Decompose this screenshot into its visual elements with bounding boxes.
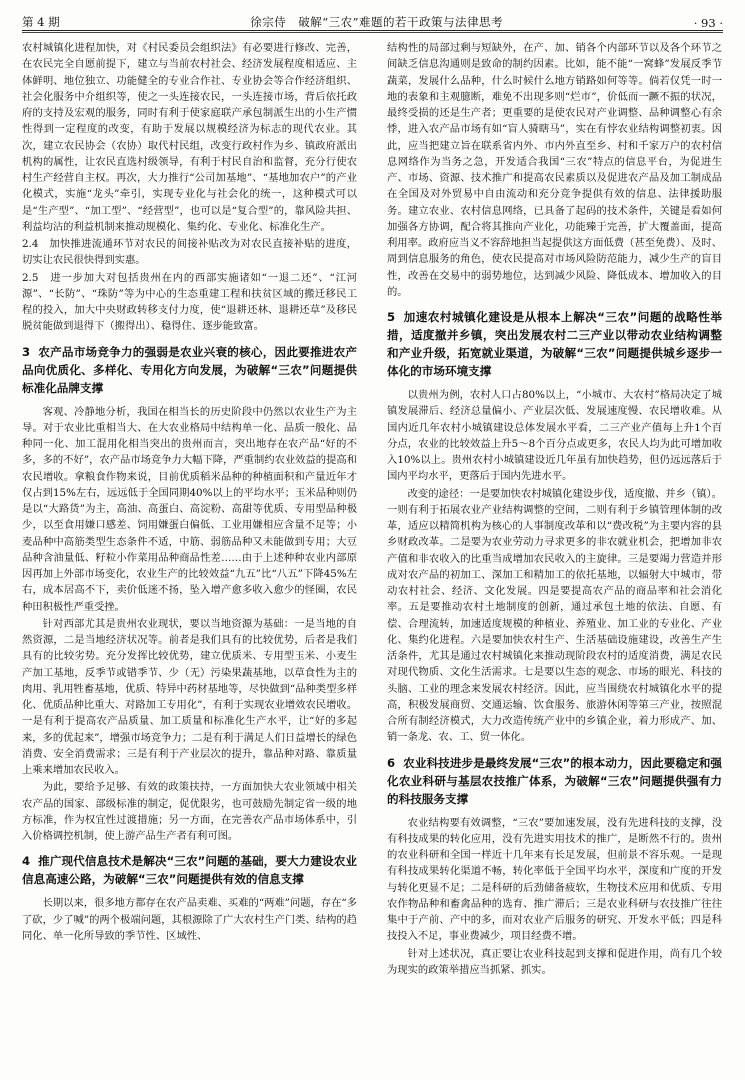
right-column bbox=[387, 40, 722, 979]
paragraph: 客观、冷静地分析，我国在相当长的历史阶段中仍然以农业生产为主导。对于农业比重相当大、在大农业格局中结构单一化、品质一般化、品种同一化、加工混用化相当突出的贵州而言，突出地存在农产品“好的不多，多的不好”，农产品市场竞争力大幅下降，严重制约农业效益的提高和农民增收。拿粮食作物来说，目前优质稻米品种的种植面积和产量近年才仅占到15%左右，远远低于全国同期40%以上的平均水平；玉米品种则仍是以“大路货”为主，高油、高蛋白、高淀粉、高甜等优质、专用型品种极少，以至食用嫌口感差、饲用嫌蛋白偏低、工业用嫌相应含量不足等；小麦品种中高筋类型生态条件不适，中筋、弱筋品种又未能做到专用；大豆品种含油量低、籽粒小作菜用品种商品性差……由于上述种种农业内部原因再加上外部市场变化，农业生产的比较效益“九五”比“八五”下降45%左右，成本居高不下，卖价低迷不扬，坠入增产愈多收入愈少的怪圈，农民种田积极性严重受挫。 bbox=[22, 405, 357, 613]
paragraph: 2.5 进一步加大对包括贵州在内的西部实施诸如“一退二还”、“江河源”、“长防”、“珠防”等为中心的生态重建工程和扶贫区域的搬迁移民工程的投入，加大中央财政转移支付力度，使“退耕还林、退耕还草”及移民脱贫能做到退得下（搬得出）、稳得住、逐步能致富。 bbox=[22, 271, 357, 333]
section-number: 5 bbox=[387, 310, 396, 324]
paragraph: 以贵州为例，农村人口占80%以上，“小城市、大农村”格局决定了城镇发展滞后、经济总量偏小、产业层次低、发展速度慢、农民增收难。从国内近几年农村小城镇建设总体发展水平看，二三产业产值每上升1个百分点，农业的比较效益上升5～8个百分点或更多，农民人均为此可增加收入10%以上。贵州农村小城镇建设近几年虽有加快趋势，但仍远远落后于国内平均水平，更落后于国内先进水平。 bbox=[387, 389, 722, 483]
section-heading-4 bbox=[22, 852, 357, 888]
paragraph: 结构性的局部过剩与短缺外，在产、加、销各个内部环节以及各个环节之间缺乏信息沟通则是致命的制约因素。比如，能不能“一窝蜂”发展反季节蔬菜，发展什么品种，什么时候什么地方销路如何等等。倘若仅凭一时一地的表象和主观臆断，难免不出现多则“烂市”，价低而一蹶不振的状况，最终受损的还是生产者；更重要的是使农民对产业调整、品种调整心有余悸，进入农产品市场有如“盲人骑瞎马”，实在有悖农业结构调整初衷。因此，应当把建立旨在联系省内外、市内外直至乡、村和千家万户的农村信息网络作为当务之急，开发适合我国“三农”特点的信息平台，为促进生产、市场、资源、技术推广和提高农民素质以及促进农产品及加工制成品在全国及对外贸易中自由流动和充分竞争提供有效的信息、法律援助服务。建立农业、农村信息网络，已具备了起码的技术条件，关键是看如何加强各方协调，配合将其推向产业化，功能臻于完善，扩大覆盖面，提高利用率。政府应当义不容辞地担当起提供这方面低费（甚至免费）、及时、周到信息服务的角色，使农民提高对市场风险防范能力，减少生产的盲目性，改善在交易中的弱势地位，达到减少风险、降低成本、增加收入的目的。 bbox=[387, 42, 722, 298]
section-title: 农产品市场竞争力的强弱是农业兴衰的核心，因此要推进农产品向优质化、多样化、专用化方向发展，为破解“三农”问题提供标准化品牌支撑 bbox=[22, 344, 357, 395]
paragraph: 为此，要给予足够、有效的政策扶持，一方面加快大农业领域中相关农产品的国家、部级标准的制定，促优限劣，也可鼓励先制定省一级的地方标准，作为权宜性过渡措施；另一方面，在完善农产品市场体系中，引入价格调控机制，使上游产品生产者有利可图。 bbox=[22, 781, 357, 842]
section-title: 加速农村城镇化建设是从根本上解决“三农”问题的战略性举措，适度撤并乡镇，突出发展农村二三产业以带动农业结构调整和产业升级，拓宽就业渠道，为破解“三农”问题提供城乡逐步一体化的市场环境支撑 bbox=[387, 310, 722, 378]
section-title: 农业科技进步是最终发展“三农”的根本动力，因此要稳定和强化农业科研与基层农技推广体系，为破解“三农”问题提供强有力的科技服务支撑 bbox=[387, 755, 722, 806]
paragraph: 针对西部尤其是贵州农业现状，要以当地资源为基础：一是当地的自然资源，二是当地经济状况等。前者是我们具有的比较优势，后者是我们具有的比较劣势。充分发挥比较优势，建立优质米、专用型玉米、小麦生产加工基地，反季节或错季节、少（无）污染果蔬基地，以草食性为主的肉用、乳用牲畜基地，优质、特异中药材基地等，尽快做到“品种类型多样化、优质品种比重大、对路加工专用化”，有利于实现农业增效农民增收。一是有利于提高农产品质量、加工质量和标准化生产水平，让“好的多起来，多的优起来”，增强市场竞争力；二是有利于满足人们日益增长的绿色消费、安全消费需求；三是有利于产业层次的提升，靠品种对路、靠质量上乘来增加农民收入。 bbox=[22, 617, 357, 776]
section-heading-3 bbox=[22, 343, 357, 397]
left-column bbox=[22, 40, 357, 945]
paragraph: 针对上述状况，真正要让农业科技起到支撑和促进作用，尚有几个较为现实的政策举措应当抓紧、抓实。 bbox=[387, 947, 722, 976]
header-rule bbox=[22, 30, 723, 31]
paragraph: 长期以来，很多地方都存在农产品卖难、买难的“两难”问题，存在“多了砍，少了喊”的两个极端问题，其根源除了广大农村生产门类、结构的趋同化、单一化所导致的季节性、区域性、 bbox=[22, 897, 357, 942]
section-number: 3 bbox=[22, 344, 31, 359]
section-number: 4 bbox=[22, 854, 31, 869]
section-number: 6 bbox=[387, 755, 396, 770]
paragraph: 改变的途径：一是要加快农村城镇化建设步伐，适度撤、并乡（镇）。一则有利于拓展农业产业结构调整的空间，二则有利于乡镇管理体制的改革，适应以精简机构为核心的人事制度改革和以“费改税”为主要内容的县乡财政改革。二是要为农业劳动力寻求更多的非农就业机会，把增加非农产值和非农收入的比重当成增加农民收入的主旋律。三是要竭力营造并形成对农产品的初加工、深加工和精加工的依托基地，以辐射大中城市，带动农村社会、经济、文化发展。四是要提高农产品的商品率和社会消化率。五是要推动农村土地制度的创新，通过承包土地的依法、自愿、有偿、合理流转，加速适度规模的种植业、养殖业、加工业的专业化、产业化、集约化进程。六是要加快农村生产、生活基础设施建设，改善生产生活条件，尤其是通过农村城镇化来推动现阶段农村的适度消费，满足农民对现代物质、文化生活需求。七是要以生态的观念、市场的眼光、科技的头脑、工业的理念来发展农村经济。因此，应当围绕农村城镇化水平的提高，积极发展商贸、交通运输、饮食服务、旅游休闲等第三产业，按照混合所有制经济模式，大力改造传统产业中的乡镇企业，着力形成产、加、销一条龙、农、工、贸一体化。 bbox=[387, 487, 722, 744]
section-title: 推广现代信息技术是解决“三农”问题的基础，要大力建设农业信息高速公路，为破解“三农”问题提供有效的信息支撑 bbox=[22, 854, 357, 887]
paragraph: 农村城镇化进程加快，对《村民委员会组织法》有必要进行修改、完善，在农民完全自愿前提下，建立与当前农村社会、经济发展程度相适应、主体鲜明、地位独立、功能健全的专业合作社、专业协会等合作经济组织、社会化服务中介组织等，使之一头连接农民，一头连接市场，背后依托政府的支持及宏观的服务，同时有利于使家庭联产承包制派生出的小生产惯性得到一定程度的改变，有助于发展以规模经济为标志的现代农业。其次，建立农民协会（农协）取代村民组，改变行政村作为乡、镇政府派出机构的属性，让农民直选村级领导，有利于村民自治和监督，充分行使农村生产经营自主权。再次，大力推行“公司加基地”、“基地加农户”的产业化模式，实施“龙头”牵引，实现专业化与社会化的统一，这种模式可以是“生产型”、“加工型”、“经营型”，也可以是“复合型”的，靠风险共担、利益均沾的利益机制来推动规模化、集约化、专业化、标准化生产。 bbox=[22, 42, 357, 233]
header-rule-thin bbox=[22, 32, 723, 33]
journal-issue: 第 4 期 bbox=[22, 15, 60, 29]
section-heading-6 bbox=[387, 754, 722, 808]
page-header bbox=[22, 8, 723, 30]
paragraph: 2.4 加快推进流通环节对农民的间接补贴改为对农民直接补贴的进度，切实让农民很快得到实惠。 bbox=[22, 238, 357, 267]
page-number: · 93 · bbox=[693, 16, 723, 30]
paragraph: 农业结构要有效调整，“三农”要加速发展，没有先进科技的支撑，没有科技成果的转化应用，没有先进实用技术的推广，是断然不行的。贵州的农业科研和全国一样近十几年来有长足发展，但前景不容乐观。一是现有科技成果转化渠道不畅，转化率低于全国平均水平，深度和广度的开发与转化更显不足；二是科研的后劲储备疲软，生物技术应用和优质、专用农作物品种和畜禽品种的选育、推广滞后；三是农业科研与农技推广往往集中于产前、产中的多，而对农业产后服务的研究、开发水平低；四是科技投入不足，事业费减少，项目经费不增。 bbox=[387, 816, 722, 943]
running-title: 徐宗侍 破解“三农”难题的若干政策与法律思考 bbox=[250, 15, 504, 29]
section-heading-5 bbox=[387, 308, 722, 380]
